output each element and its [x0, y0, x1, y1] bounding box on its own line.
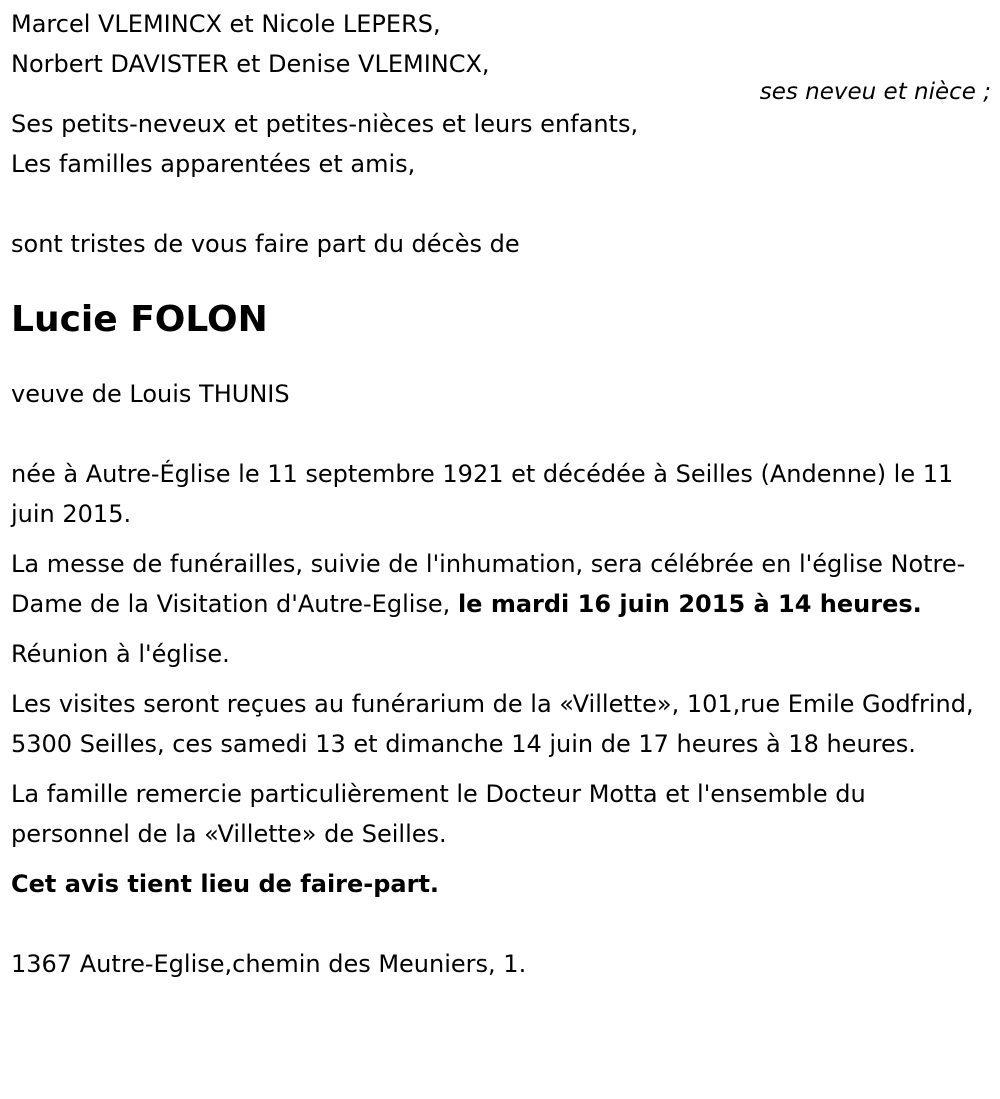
notice-text: Cet avis tient lieu de faire-part.: [11, 870, 440, 898]
deceased-name: Lucie FOLON: [11, 299, 268, 340]
address-text: 1367 Autre-Eglise,chemin des Meuniers, 1.: [11, 950, 527, 978]
funeral-date: le mardi 16 juin 2015 à 14 heures.: [457, 590, 922, 618]
family-line-1: Marcel VLEMINCX et Nicole LEPERS,: [11, 10, 441, 38]
family-line-4: Les familles apparentées et amis,: [11, 150, 416, 178]
thanks-text: La famille remercie particulièrement le Docteur Motta et l'ensemble du personnel de la «Villette» de Seilles.: [11, 780, 866, 848]
meeting-text: Réunion à l'église.: [11, 640, 230, 668]
family-line-2: Norbert DAVISTER et Denise VLEMINCX,: [11, 50, 490, 78]
spouse-text: veuve de Louis THUNIS: [11, 380, 290, 408]
family-block: [11, 4, 991, 184]
announcement-text: sont tristes de vous faire part du décès de: [11, 230, 520, 258]
death-notice: [11, 4, 991, 984]
visits-text: Les visites seront reçues au funérarium de la «Villette», 101,rue Emile Godfrind, 5300 Seilles, ces samedi 13 et dimanche 14 juin de 17 heures à 18 heures.: [11, 690, 974, 758]
birth-death-text: née à Autre-Église le 11 septembre 1921 et décédée à Seilles (Andenne) le 11 juin 2015.: [11, 460, 954, 528]
funeral-paragraph: [11, 544, 991, 624]
family-line-3: Ses petits-neveux et petites-nièces et leurs enfants,: [11, 110, 639, 138]
family-role: ses neveu et nièce ;: [759, 79, 991, 105]
funeral-text: La messe de funérailles, suivie de l'inhumation, sera célébrée en l'église Notre-Dame de la Visitation d'Autre-Eglise,: [11, 550, 966, 618]
